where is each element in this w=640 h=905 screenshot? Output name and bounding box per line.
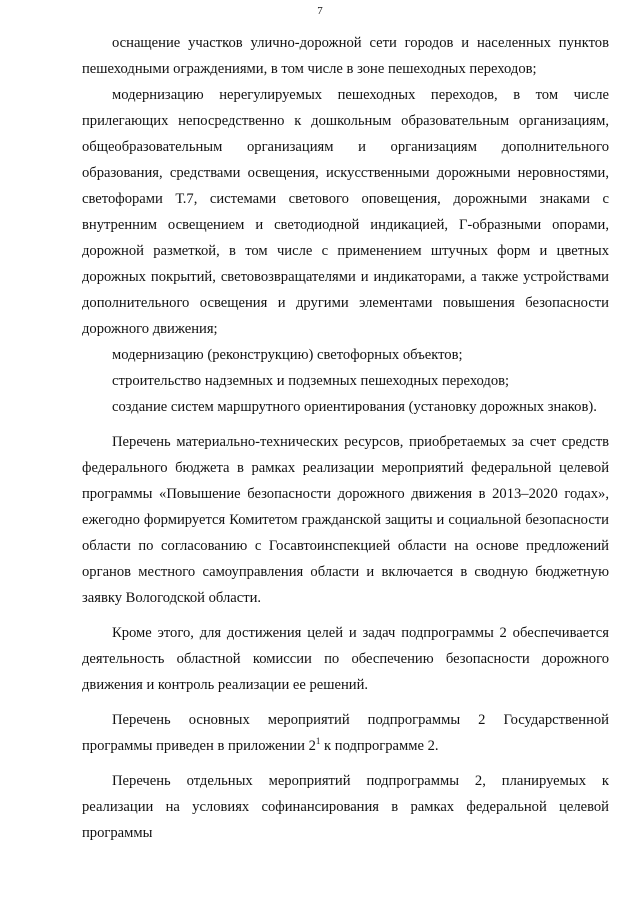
annex-text-before: Перечень основных мероприятий подпрограммы 2 Государственной программы приведен в приложении 2 [82,712,609,754]
paragraph-overpasses: строительство надземных и подземных пешеходных переходов; [112,373,510,389]
paragraph-traffic-lights: модернизацию (реконструкцию) светофорных объектов; [112,347,463,363]
page-number: 7 [317,5,323,17]
paragraph-annex-reference [82,707,609,759]
annex-superscript: 1 [315,736,321,747]
paragraph-resources-list: Перечень материально-технических ресурсов, приобретаемых за счет средств федерального бюджета в рамках реализации мероприятий федеральной целевой программы «Повышение безопасности дорожного движения в 2013–2020 годах», ежегодно формируется Комитетом гражданской защиты и социальной безопасности области по согласованию с Госавтоинспекцией области на основе предложений органов местного самоуправления области и включается в сводную бюджетную заявку Вологодской области. [82,434,609,606]
paragraph-crossing-modernization: модернизацию нерегулируемых пешеходных переходов, в том числе прилегающих непосредственно к дошкольным образовательным организациям, общеобразовательным организациям и организациям дополнительного образования, средствами освещения, искусственными дорожными неровностями, светофорами Т.7, системами светового оповещения, дорожными знаками с внутренним освещением и светодиодной индикацией, Г-образными опорами, дорожной разметкой, в том числе с применением штучных форм и цветных дорожных покрытий, световозвращателями и индикаторами, а также устройствами дополнительного освещения и другими элементами повышения безопасности дорожного движения; [82,87,609,337]
document-body [82,30,609,846]
annex-text-after: к подпрограмме 2. [320,738,439,754]
paragraph-route-orientation: создание систем маршрутного ориентирования (установку дорожных знаков). [112,399,597,415]
paragraph-commission: Кроме этого, для достижения целей и задач подпрограммы 2 обеспечивается деятельность областной комиссии по обеспечению безопасности дорожного движения и контроль реализации ее решений. [82,625,609,693]
paragraph-pedestrian-barriers: оснащение участков улично-дорожной сети городов и населенных пунктов пешеходными ограждениями, в том числе в зоне пешеходных переходов; [82,35,609,77]
paragraph-cofinancing: Перечень отдельных мероприятий подпрограммы 2, планируемых к реализации на условиях софинансирования в рамках федеральной целевой программы [82,773,609,841]
